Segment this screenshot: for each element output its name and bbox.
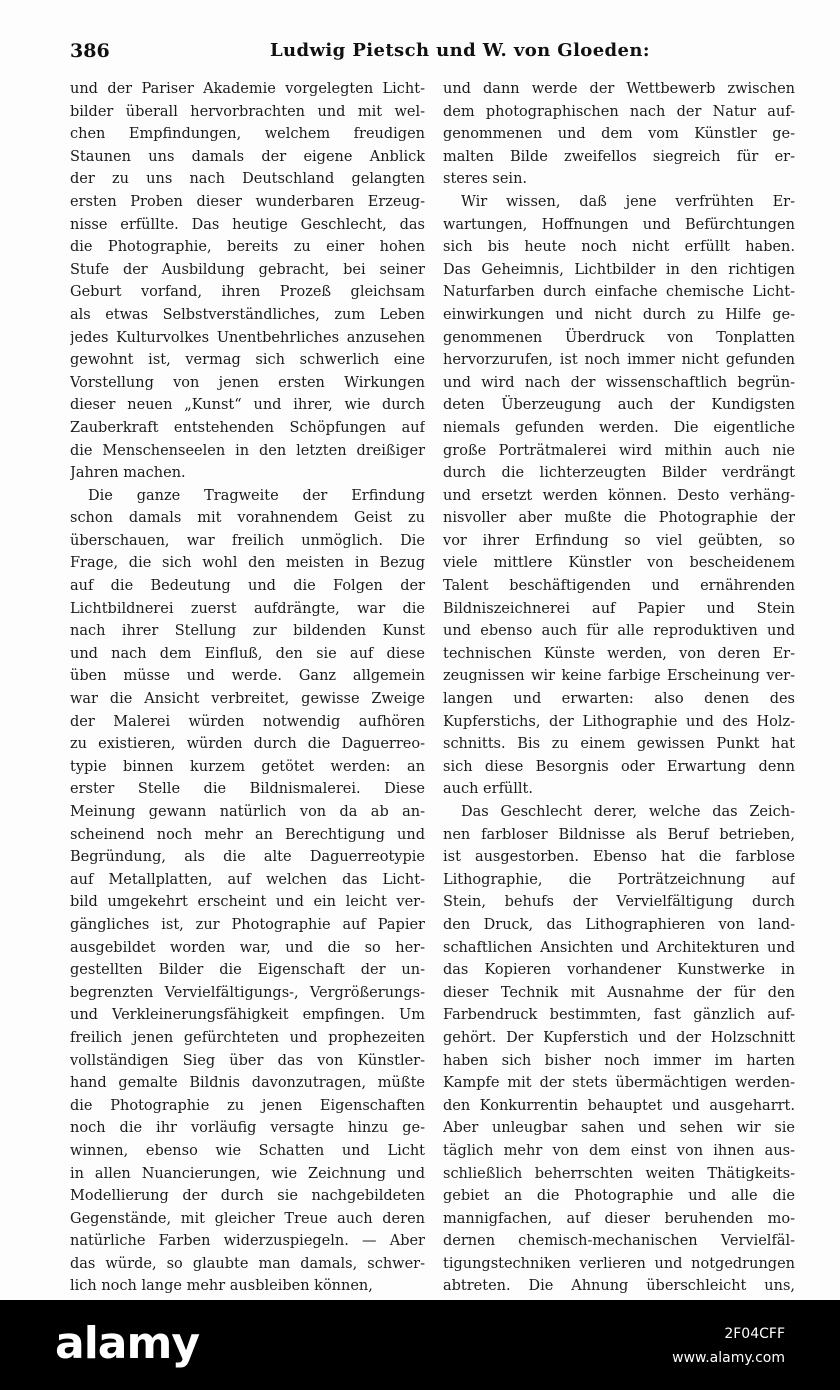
text-line: Vorstellung von jenen ersten Wirkungen [70,374,425,391]
text-line: viele mittlere Künstler von bescheidenem [443,555,795,572]
text-line: der Malerei würden notwendig aufhören [70,713,425,730]
text-line: die Photographie, bereits zu einer hohen [70,239,425,256]
text-line: das würde, so glaubte man damals, schwer- [70,1255,425,1272]
text-line: typie binnen kurzem getötet werden: an [70,758,425,775]
text-line: zeugnissen wir keine farbige Erscheinung ver- [443,668,795,685]
text-line: freilich jenen gefürchteten und prophezeiten [70,1029,425,1046]
text-line: Geburt vorfand, ihren Prozeß gleichsam [70,284,425,301]
text-line: die Menschenseelen in den letzten dreißiger [70,442,425,459]
text-line: bilder überall hervorbrachten und mit wel- [70,103,425,120]
text-line: gewohnt ist, vermag sich schwerlich eine [70,352,425,369]
text-line: dieser Technik mit Ausnahme der für den [443,984,795,1001]
text-line: Naturfarben durch einfache chemische Licht- [443,284,795,301]
text-line: zu existieren, würden durch die Daguerreo- [70,736,425,753]
text-line: in allen Nuancierungen, wie Zeichnung und [70,1165,425,1182]
text-line: und ebenso auch für alle reproduktiven und [443,623,795,640]
text-line: war die Ansicht verbreitet, gewisse Zweige [70,691,425,708]
text-line: ersten Proben dieser wunderbaren Erzeug- [70,193,425,210]
text-line: begrenzten Vervielfältigungs-, Vergrößerungs- [70,984,425,1001]
text-line: und nach dem Einfluß, den sie auf diese [70,645,425,662]
text-line: Stein, behufs der Vervielfältigung durch [443,894,795,911]
text-line: schon damals mit vorahnendem Geist zu [70,510,425,527]
image-url: www.alamy.com [672,1350,785,1366]
text-line: Talent beschäftigenden und ernährenden [443,578,795,595]
text-line: täglich mehr von dem einst von ihnen aus- [443,1142,795,1159]
text-line: hervorzurufen, ist noch immer nicht gefunden [443,352,795,369]
text-line: Lichtbildnerei zuerst aufdrängte, war die [70,600,425,617]
text-line: Stufe der Ausbildung gebracht, bei seiner [70,261,425,278]
text-line: als etwas Selbstverständliches, zum Leben [70,306,425,323]
text-line: nach ihrer Stellung zur bildenden Kunst [70,623,425,640]
text-line: und Verkleinerungsfähigkeit empfingen. Um [70,1007,425,1024]
text-line: gängliches ist, zur Photographie auf Papier [70,916,425,933]
text-line: schaftlichen Ansichten und Architekturen und [443,939,795,956]
text-line: hand gemalte Bildnis davonzutragen, müßte [70,1075,425,1092]
text-line: mannigfachen, auf dieser beruhenden mo- [443,1210,795,1227]
alamy-logo: alamy [55,1318,199,1369]
text-line: bild umgekehrt erscheint und ein leicht ver- [70,894,425,911]
text-line: malten Bilde zweifellos siegreich für er- [443,148,795,165]
text-line: auf die Bedeutung und die Folgen der [70,578,425,595]
text-line: Das Geheimnis, Lichtbilder in den richtigen [443,261,795,278]
text-line: tigungstechniken verlieren und notgedrungen [443,1255,795,1272]
text-line: abtreten. Die Ahnung überschleicht uns, [443,1278,795,1295]
text-line: große Porträtmalerei wird mithin auch nie [443,442,795,459]
text-line: vor ihrer Erfindung so viel geübten, so [443,532,795,549]
text-line: Staunen uns damals der eigene Anblick [70,148,425,165]
text-line: Meinung gewann natürlich von da ab an- [70,804,425,820]
text-line: dem photographischen nach der Natur auf- [443,103,795,120]
text-line: Kampfe mit der stets übermächtigen werden- [443,1075,795,1092]
running-head: Ludwig Pietsch und W. von Gloeden: [270,40,650,61]
text-line: schnitts. Bis zu einem gewissen Punkt hat [443,736,795,753]
text-line: erster Stelle die Bildnismalerei. Diese [70,781,425,798]
text-line: Modellierung der durch sie nachgebildeten [70,1188,425,1205]
page-number: 386 [70,40,110,62]
text-line: haben sich bisher noch immer im harten [443,1052,795,1069]
text-line: das Kopieren vorhandener Kunstwerke in [443,962,795,979]
text-line: wartungen, Hoffnungen und Befürchtungen [443,216,795,233]
text-line: Kupferstichs, der Lithographie und des Holz- [443,713,795,730]
text-line: die Photographie zu jenen Eigenschaften [70,1097,425,1114]
text-line: deten Überzeugung auch der Kundigsten [443,397,795,414]
text-line: üben müsse und werde. Ganz allgemein [70,668,425,685]
text-line: chen Empfindungen, welchem freudigen [70,126,425,143]
page-header [70,40,796,70]
text-line: Das Geschlecht derer, welche das Zeich- [461,804,795,820]
text-line: Farbendruck bestimmten, fast gänzlich auf- [443,1007,795,1024]
text-line: ist ausgestorben. Ebenso hat die farblose [443,849,795,866]
text-line: dieser neuen „Kunst“ und ihrer, wie durch [70,397,425,414]
text-line: einwirkungen und nicht durch zu Hilfe ge- [443,306,795,323]
text-line: jedes Kulturvolkes Unentbehrliches anzusehen [70,329,425,346]
text-line: vollständigen Sieg über das von Künstler- [70,1052,425,1069]
text-line: Zauberkraft entstehenden Schöpfungen auf [70,419,425,436]
text-line: den Druck, das Lithographieren von land- [443,916,795,933]
text-line: natürliche Farben widerzuspiegeln. — Aber [70,1233,425,1250]
text-line: den Konkurrentin behauptet und ausgeharrt. [443,1097,795,1114]
text-line: Jahren machen. [70,465,186,482]
text-line: überschauen, war freilich unmöglich. Die [70,532,425,549]
text-line: Gegenstände, mit gleicher Treue auch deren [70,1210,425,1227]
text-line: Bildniszeichnerei auf Papier und Stein [443,600,795,617]
text-line: sich bis heute noch nicht erfüllt haben. [443,239,795,256]
text-line: gebiet an die Photographie und alle die [443,1188,795,1205]
text-line: und wird nach der wissenschaftlich begrün- [443,374,795,391]
left-text-column [70,78,425,1298]
text-line: schließlich beherrschten weiten Thätigkeits- [443,1165,795,1182]
image-id: 2F04CFF [724,1326,785,1342]
text-line: Aber unleugbar sahen und sehen wir sie [443,1120,795,1137]
text-line: gehört. Der Kupferstich und der Holzschnitt [443,1029,795,1046]
text-line: auf Metallplatten, auf welchen das Licht- [70,871,425,888]
text-line: dernen chemisch-mechanischen Vervielfäl- [443,1233,795,1250]
text-line: nisse erfüllte. Das heutige Geschlecht, das [70,216,425,233]
text-line: genommenen und dem vom Künstler ge- [443,126,795,143]
right-text-column [443,78,795,1298]
text-line: nisvoller aber mußte die Photographie der [443,510,795,527]
text-line: technischen Künste werden, von deren Er- [443,645,795,662]
text-line: Wir wissen, daß jene verfrühten Er- [461,193,795,210]
text-line: scheinend noch mehr an Berechtigung und [70,826,425,843]
text-line: niemals gefunden werden. Die eigentliche [443,419,795,436]
text-line: sich diese Besorgnis oder Erwartung denn [443,758,795,775]
text-line: ausgebildet worden war, und die so her- [70,939,425,956]
text-line: gestellten Bilder die Eigenschaft der un- [70,962,425,979]
text-line: langen und erwarten: also denen des [443,691,795,708]
text-line: und der Pariser Akademie vorgelegten Licht- [70,81,425,97]
text-line: und ersetzt werden können. Desto verhäng- [443,487,795,504]
text-line: und dann werde der Wettbewerb zwischen [443,81,795,97]
text-line: noch die ihr vorläufig versagte hinzu ge- [70,1120,425,1137]
text-line: steres sein. [443,171,528,188]
text-line: Frage, die sich wohl den meisten in Bezug [70,555,425,572]
text-line: Lithographie, die Porträtzeichnung auf [443,871,795,888]
text-line: auch erfüllt. [443,781,533,798]
text-line: Begründung, als die alte Daguerreotypie [70,849,425,866]
text-line: genommenen Überdruck von Tonplatten [443,329,795,346]
text-line: winnen, ebenso wie Schatten und Licht [70,1142,425,1159]
text-line: nen farbloser Bildnisse als Beruf betrieben, [443,826,795,843]
text-line: Die ganze Tragweite der Erfindung [88,487,425,504]
text-line: durch die lichterzeugten Bilder verdrängt [443,465,795,482]
text-line: der zu uns nach Deutschland gelangten [70,171,425,188]
text-line: lich noch lange mehr ausbleiben können, [70,1278,373,1295]
